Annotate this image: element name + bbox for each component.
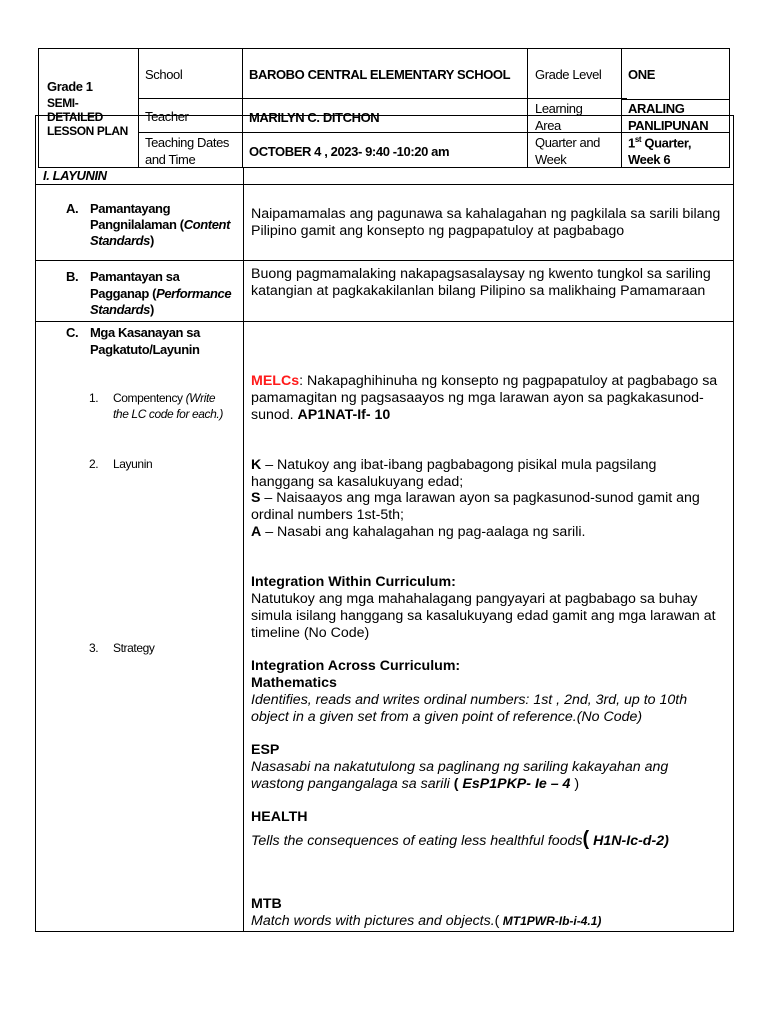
esp-paren-close: ) xyxy=(570,775,580,792)
plan-label-detailed: DETAILED xyxy=(47,110,103,124)
melcs-block xyxy=(251,373,723,423)
a-text: – Nasabi ang kahalagahan ng pag-aalaga ng sarili. xyxy=(261,524,586,540)
header-col2-border xyxy=(242,48,243,168)
teacher-value: MARILYN C. DITCHON xyxy=(249,110,380,125)
k-label: K xyxy=(251,457,262,473)
row-b-label-2-italic: Performance xyxy=(156,286,232,301)
school-label: School xyxy=(145,67,183,82)
melcs-label: MELCs xyxy=(251,373,300,389)
quarter-suffix: Quarter, xyxy=(641,135,692,151)
a-objective xyxy=(251,524,723,541)
section-title-bottom xyxy=(35,184,734,185)
row-b-content: Buong pagmamalaking nakapagsasalaysay ng kwento tungkol sa sariling katangian at pagkakakilanlan bilang Pilipino sa malikhaing Pamamaraan xyxy=(251,266,711,299)
row-a-bottom xyxy=(35,260,734,261)
row-b-label-2-text: Pagganap ( xyxy=(90,286,157,301)
header-col4-border xyxy=(621,48,622,168)
learning-label: Learning xyxy=(535,101,583,116)
esp-text-body: Nasasabi na nakatutulong sa paglinang ng sariling kakayahan ang wastong pangangalaga sa sarili xyxy=(251,759,669,792)
k-objective xyxy=(251,457,723,491)
s-objective xyxy=(251,490,723,524)
grade-label: Grade 1 xyxy=(47,79,93,94)
layunin-number: 2. xyxy=(89,457,99,471)
row-b-letter: B. xyxy=(66,269,79,284)
a-label: A xyxy=(251,524,262,540)
area-label: Area xyxy=(535,118,561,133)
row-b-bottom xyxy=(35,321,734,322)
health-title: HEALTH xyxy=(251,809,308,825)
quarter-superscript: st xyxy=(634,135,642,144)
quarter-week: Week 6 xyxy=(628,152,671,167)
health-paren: ( xyxy=(582,828,590,850)
layunin-label: Layunin xyxy=(113,457,153,471)
integration-across-title: Integration Across Curriculum: xyxy=(251,658,461,674)
school-value: BAROBO CENTRAL ELEMENTARY SCHOOL xyxy=(249,67,511,82)
row-a-content: Naipamamalas ang pagunawa sa kahalagahan ng pagkilala sa sarili bilang Pilipino gamit ang konsepto ng pagpapatuloy at pagbabago xyxy=(251,206,721,239)
strategy-label: Strategy xyxy=(113,641,155,655)
dates-label-1: Teaching Dates xyxy=(145,135,230,150)
row-c-letter: C. xyxy=(66,325,79,340)
overlay-line-left xyxy=(35,115,36,932)
plan-label-lesson: LESSON PLAN xyxy=(47,124,128,138)
table-bottom xyxy=(35,931,734,932)
integration-within-text: Natutukoy ang mga mahahalagang pangyayari at pagbabago sa buhay simula isilang hanggang sa kasalukuyang edad gamit ang mga larawan at timeline (No Code) xyxy=(251,591,716,641)
competency-note-1: (Write xyxy=(185,391,216,405)
learning-area-value-2: PANLIPUNAN xyxy=(628,118,709,133)
competency-label xyxy=(113,391,215,405)
mtb-text-body: Match words with pictures and objects. xyxy=(251,913,495,929)
main-col-divider xyxy=(243,167,244,932)
row-a-label-3-end: ) xyxy=(149,233,154,248)
row-b-label-2 xyxy=(90,286,231,301)
math-text: Identifies, reads and writes ordinal numbers: 1st , 2nd, 3rd, up to 10th object in a given set from a given point of reference.(No Code) xyxy=(251,692,688,725)
row-a-label-1: Pamantayang xyxy=(90,201,171,216)
row-b-label-3-italic: Standards xyxy=(90,302,150,317)
competency-note-2: the LC code for each.) xyxy=(113,407,223,421)
row-c-label-1: Mga Kasanayan sa xyxy=(90,325,200,340)
mtb-paren: ( xyxy=(494,913,500,929)
row-b-label-1: Pamantayan sa xyxy=(90,269,180,284)
row-a-label-2-text: Pangnilalaman ( xyxy=(90,217,184,232)
mtb-text xyxy=(251,913,731,930)
dates-value: OCTOBER 4 , 2023- 9:40 -10:20 am xyxy=(249,144,450,159)
melcs-text: : Nakapaghihinuha ng konsepto ng pagpapatuloy at pagbabago sa pamamagitan ng pagsasaayos ng mga larawan ayon sa pagkakasunod-sunod. xyxy=(251,373,718,423)
header-right-border xyxy=(729,48,730,168)
row-b-label-3 xyxy=(90,302,154,317)
row-a-label-2 xyxy=(90,217,230,232)
header-top-border xyxy=(38,48,729,49)
header-line-grade-bottom xyxy=(621,99,729,100)
integration-within-title: Integration Within Curriculum: xyxy=(251,574,456,590)
teacher-label: Teacher xyxy=(145,109,189,124)
esp-text xyxy=(251,759,723,793)
header-col1-border xyxy=(138,48,139,168)
quarter-label-1: Quarter and xyxy=(535,135,600,150)
strategy-number: 3. xyxy=(89,641,99,655)
esp-paren-open: ( xyxy=(453,775,459,792)
health-text-body: Tells the consequences of eating less healthful foods xyxy=(251,833,583,849)
overlay-line-right xyxy=(733,115,734,932)
row-a-letter: A. xyxy=(66,201,79,216)
header-bottom-border xyxy=(38,167,729,168)
esp-code: EsP1PKP- Ie – 4 xyxy=(458,775,571,792)
quarter-number: 1 xyxy=(628,135,635,151)
grade-level-label: Grade Level xyxy=(535,67,602,82)
quarter-label-2: Week xyxy=(535,152,567,167)
mtb-title: MTB xyxy=(251,896,282,912)
section-title: I. LAYUNIN xyxy=(43,168,107,183)
row-b-label-3-end: ) xyxy=(149,302,154,317)
mtb-code: MT1PWR-Ib-i-4.1) xyxy=(499,914,602,928)
row-a-label-2-italic: Content xyxy=(183,217,231,232)
s-text: – Naisaayos ang mga larawan ayon sa pagkasunod-sunod gamit ang ordinal numbers 1st-5th; xyxy=(251,490,700,523)
plan-label-semi: SEMI- xyxy=(47,96,79,110)
grade-level-value: ONE xyxy=(628,67,655,82)
health-text xyxy=(251,828,731,852)
row-a-label-3 xyxy=(90,233,154,248)
header-line-school-bottom xyxy=(138,98,627,99)
competency-number: 1. xyxy=(89,391,99,405)
header-left-border xyxy=(38,48,39,168)
k-text: – Natukoy ang ibat-ibang pagbabagong pisikal mula pagsilang hanggang sa kasalukuyang edad; xyxy=(251,457,657,490)
header-col3-border xyxy=(527,48,528,168)
dates-label-2: and Time xyxy=(145,152,196,167)
melcs-code: AP1NAT-If- 10 xyxy=(297,406,391,423)
row-c-label-2: Pagkatuto/Layunin xyxy=(90,342,200,357)
competency-label-text: Compentency xyxy=(113,391,186,405)
health-code: H1N-Ic-d-2) xyxy=(589,833,669,849)
row-a-label-3-italic: Standards xyxy=(90,233,150,248)
s-label: S xyxy=(251,490,261,506)
esp-title: ESP xyxy=(251,742,280,758)
learning-area-value-1: ARALING xyxy=(628,101,685,116)
math-title: Mathematics xyxy=(251,675,337,691)
quarter-value xyxy=(628,135,691,151)
